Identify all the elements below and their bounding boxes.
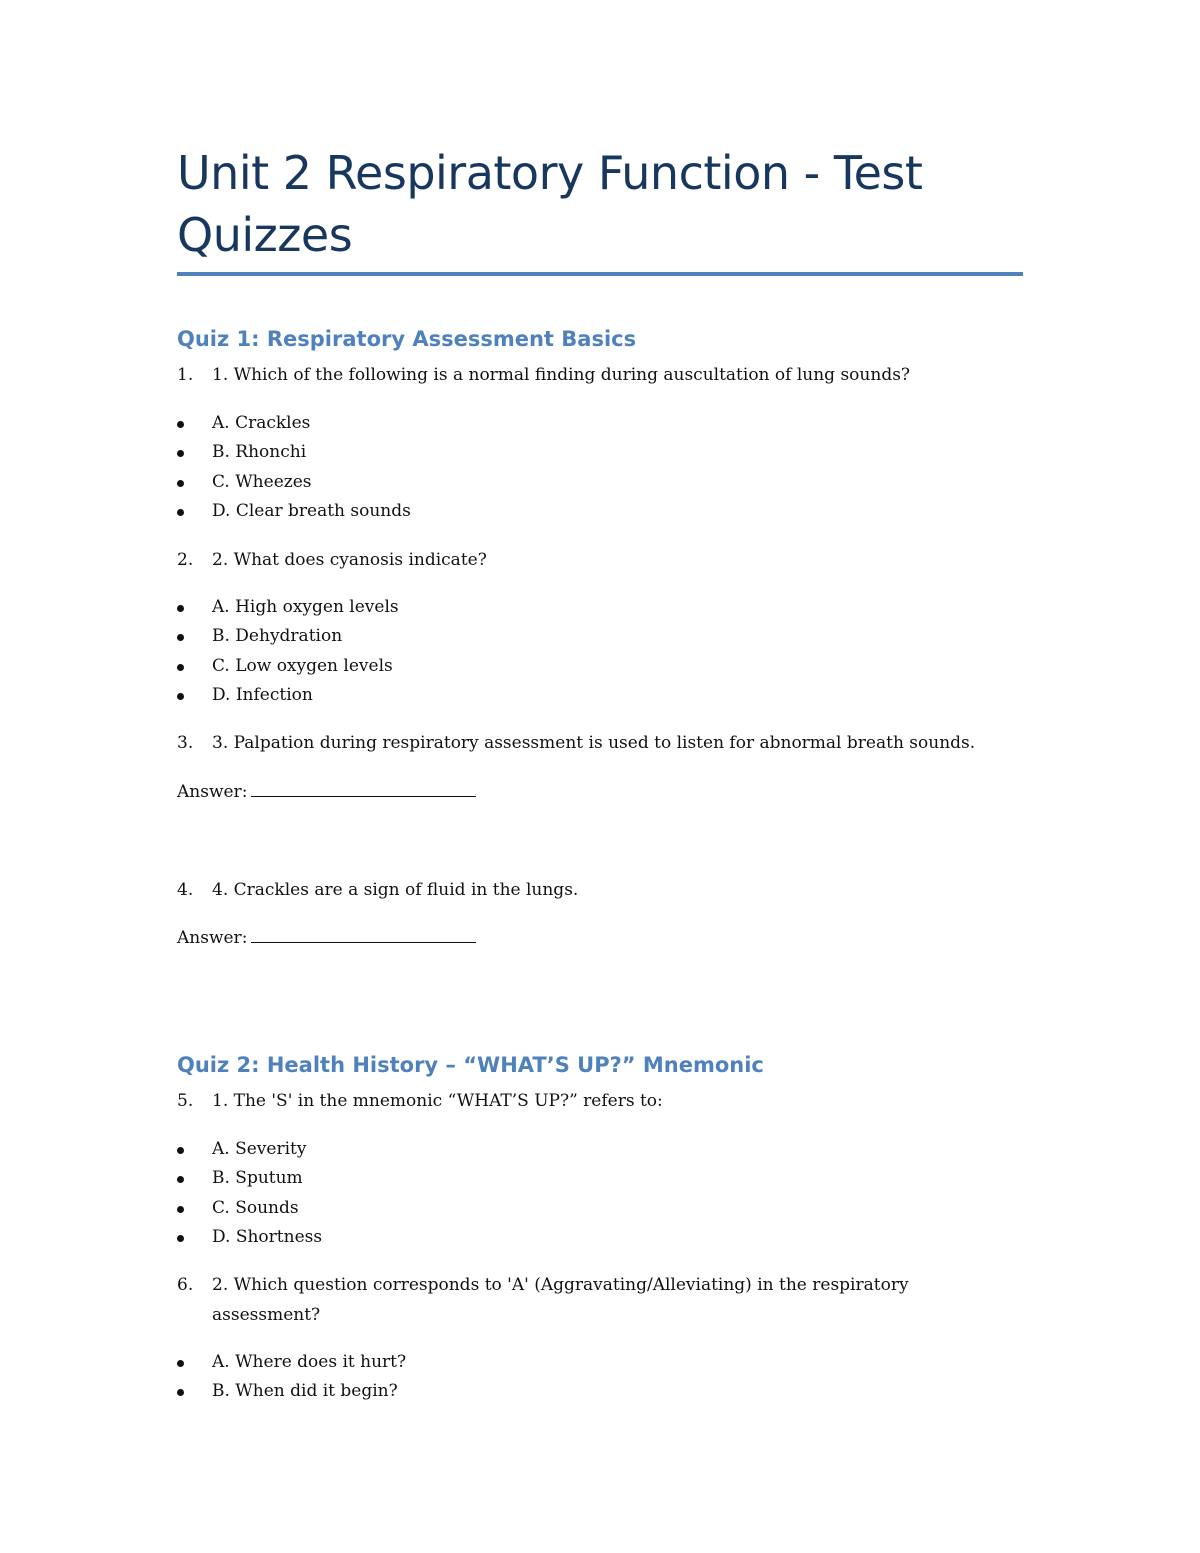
bullet-icon <box>177 664 184 671</box>
quiz1-heading: Quiz 1: Respiratory Assessment Basics <box>177 327 637 351</box>
document-title: Unit 2 Respiratory Function - Test Quizzes <box>177 146 923 262</box>
bullet-icon <box>177 1235 184 1242</box>
answer-blank-line[interactable] <box>251 778 476 797</box>
question-number: 1. <box>177 365 194 385</box>
bullet-icon <box>177 1206 184 1213</box>
question-text: 1. The 'S' in the mnemonic “WHAT’S UP?” refers to: <box>212 1091 663 1111</box>
question-number: 4. <box>177 880 194 900</box>
answer-label: Answer: <box>177 928 248 948</box>
bullet-icon <box>177 693 184 700</box>
question-number: 3. <box>177 733 194 753</box>
bullet-icon <box>177 1176 184 1183</box>
bullet-icon <box>177 509 184 516</box>
bullet-icon <box>177 634 184 641</box>
question-text: 2. Which question corresponds to 'A' (Aggravating/Alleviating) in the respiratory assessment? <box>212 1275 909 1325</box>
bullet-icon <box>177 1360 184 1367</box>
answer-label: Answer: <box>177 782 248 802</box>
bullet-icon <box>177 1389 184 1396</box>
question-number: 6. <box>177 1275 194 1295</box>
quiz2-heading: Quiz 2: Health History – “WHAT’S UP?” Mnemonic <box>177 1053 764 1077</box>
bullet-icon <box>177 605 184 612</box>
bullet-icon <box>177 480 184 487</box>
question-4-answer <box>177 923 476 953</box>
question-text: 1. Which of the following is a normal finding during auscultation of lung sounds? <box>212 365 911 385</box>
title-divider <box>177 272 1023 276</box>
bullet-icon <box>177 421 184 428</box>
answer-blank-line[interactable] <box>251 924 476 943</box>
question-3-answer <box>177 777 476 807</box>
bullet-icon <box>177 1147 184 1154</box>
question-text: 2. What does cyanosis indicate? <box>212 550 487 570</box>
question-number: 5. <box>177 1091 194 1111</box>
question-text: 4. Crackles are a sign of fluid in the lungs. <box>212 880 579 900</box>
bullet-icon <box>177 450 184 457</box>
question-number: 2. <box>177 550 194 570</box>
question-text: 3. Palpation during respiratory assessment is used to listen for abnormal breath sounds. <box>212 733 976 753</box>
